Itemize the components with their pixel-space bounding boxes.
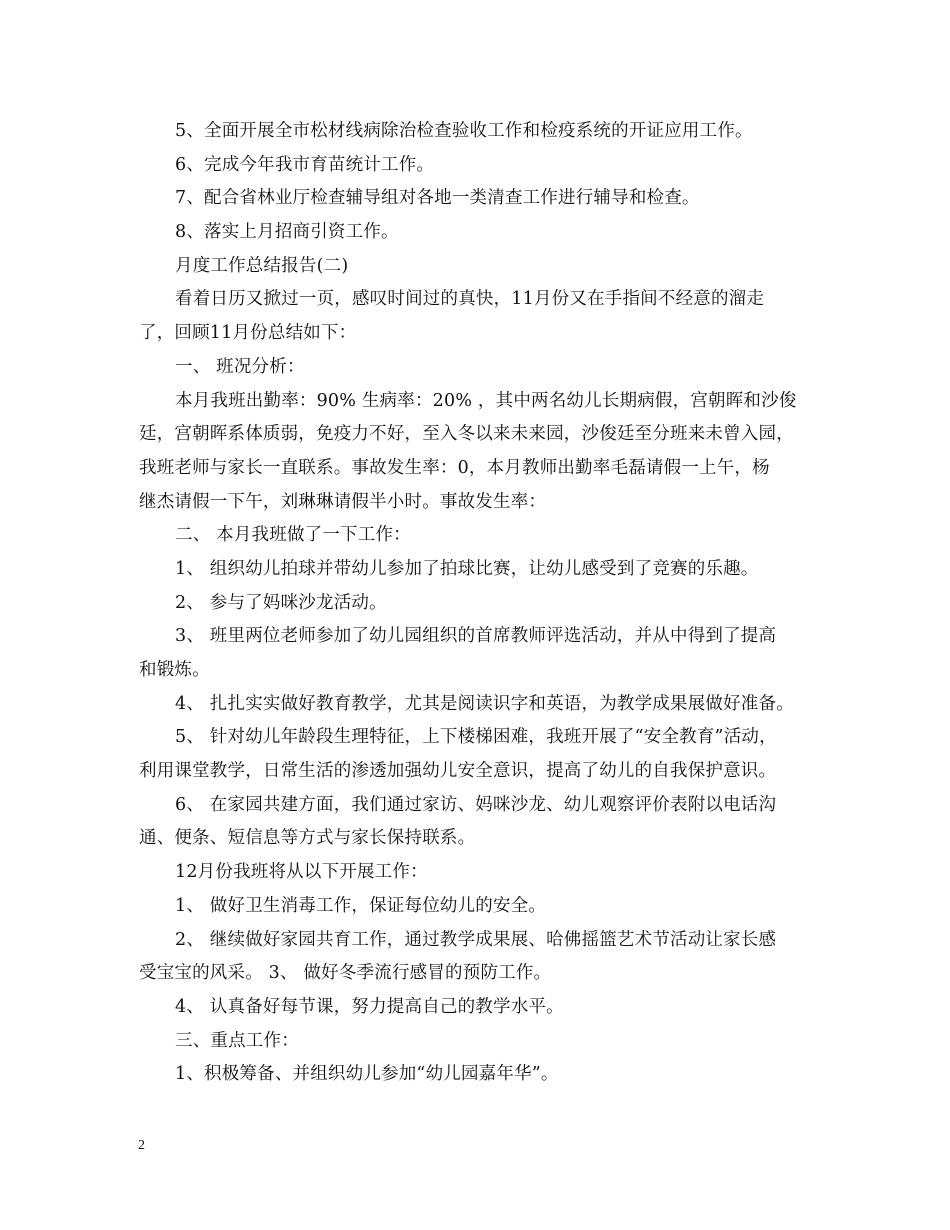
text-line: 1、 做好卫生消毒工作，保证每位幼儿的安全。 [175,895,547,916]
text-line: 12月份我班将从以下开展工作： [175,862,428,883]
text-line: 了，回顾11月份总结如下： [139,323,357,344]
text-line: 三、重点工作： [175,1030,299,1051]
text-line: 受宝宝的风采。 3、 做好冬季流行感冒的预防工作。 [139,963,552,984]
text-line: 一、 班况分析： [175,356,305,377]
text-line: 利用课堂教学，日常生活的渗透加强幼儿安全意识，提高了幼儿的自我保护意识。 [139,761,777,782]
page-number: 2 [138,1138,145,1153]
text-line: 本月我班出勤率：90% 生病率：20% ，其中两名幼儿长期病假，宫朝晖和沙俊 [175,390,797,411]
text-line: 2、 继续做好家园共育工作，通过教学成果展、哈佛摇篮艺术节活动让家长感 [175,929,777,950]
text-line: 6、 在家园共建方面，我们通过家访、妈咪沙龙、幼儿观察评价表附以电话沟 [175,794,777,815]
text-line: 月度工作总结报告(二) [175,255,349,276]
text-line: 6、完成今年我市育苗统计工作。 [175,154,435,175]
text-line: 廷，宫朝晖系体质弱，免疫力不好，至入冬以来未来园，沙俊廷至分班来未曾入园， [139,424,794,445]
text-line: 5、全面开展全市松材线病除治检查验收工作和检疫系统的开证应用工作。 [175,121,753,141]
text-line: 1、 组织幼儿拍球并带幼儿参加了拍球比赛，让幼儿感受到了竞赛的乐趣。 [175,558,759,579]
text-line: 通、便条、短信息等方式与家长保持联系。 [139,828,476,849]
text-line: 和锻炼。 [139,660,210,680]
text-line: 8、落实上月招商引资工作。 [175,222,399,243]
text-line: 二、 本月我班做了一下工作： [175,525,411,546]
text-line: 继杰请假一下午，刘琳琳请假半小时。事故发生率： [139,491,547,512]
text-line: 4、 认真备好每节课，努力提高自己的教学水平。 [175,996,564,1017]
document-body [139,115,819,1092]
text-line: 3、 班里两位老师参加了幼儿园组织的首席教师评选活动，并从中得到了提高 [175,626,777,647]
text-line: 5、 针对幼儿年龄段生理特征，上下楼梯困难，我班开展了“安全教育”活动， [175,727,777,748]
text-line: 看着日历又掀过一页，感叹时间过的真快，11月份又在手指间不经意的溜走 [175,289,765,310]
text-line: 2、 参与了妈咪沙龙活动。 [175,592,387,613]
text-line: 4、 扎扎实实做好教育教学，尤其是阅读识字和英语，为教学成果展做好准备。 [175,693,794,714]
text-line: 7、配合省林业厅检查辅导组对各地一类清查工作进行辅导和检查。 [175,188,700,209]
text-line: 1、积极筹备、并组织幼儿参加“幼儿园嘉年华”。 [175,1064,559,1085]
text-line: 我班老师与家长一直联系。事故发生率：0，本月教师出勤率毛磊请假一上午，杨 [139,457,770,478]
